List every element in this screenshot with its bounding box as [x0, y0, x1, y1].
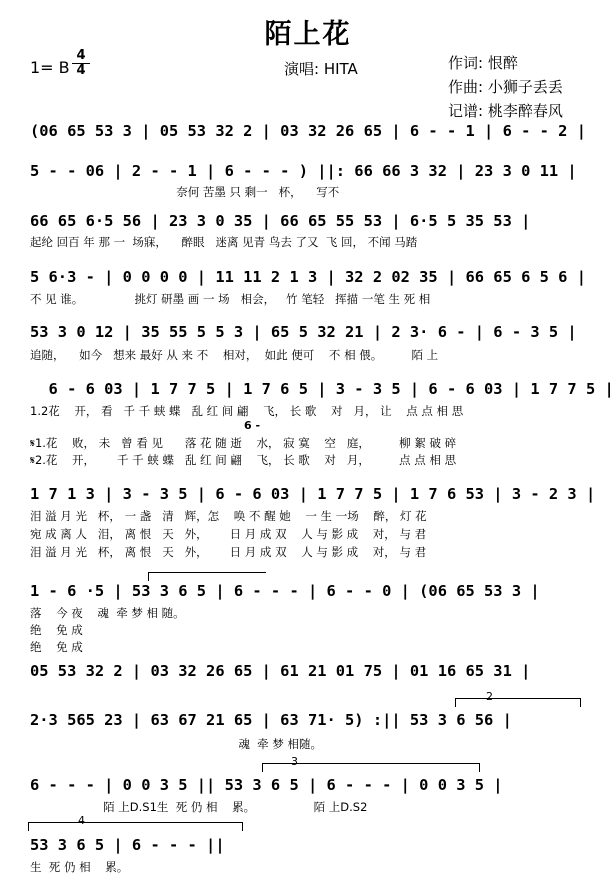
score-line-7: 1 7 1 3 | 3 - 3 5 | 6 - 6 03 | 1 7 7 5 | 1 7 6 53 | 3 - 2 3 | — [30, 485, 596, 503]
lyric-line-5: 追随， 如今 想来 最好 从 来 不 相对， 如此 便可 不 相 偎。 陌 上 — [30, 348, 439, 362]
lyric-line-7a: 泪 溢 月 光 杯， 一 盏 清 辉，怎 唤 不 醒 她 一 生 一场 醉， 灯 花 — [30, 509, 427, 523]
lyric-line-2: 奈何 苦墨 只 剩一 杯， 写不 — [30, 185, 340, 199]
score-line-3: 66 65 6·5 56 | 23 3 0 35 | 66 65 55 53 | 6·5 5 35 53 | — [30, 212, 531, 230]
volta-bracket-4 — [28, 822, 243, 831]
lyric-line-6c: 𝄋2.花 开， 千 千 蛱 蝶 乱 红 间 翩 飞， 长 歌 对 月， 点 点 相 思 — [30, 453, 457, 467]
volta-bracket-2 — [455, 698, 581, 707]
volta-2-label: 2 — [486, 690, 493, 703]
score-line-5: 53 3 0 12 | 35 55 5 5 3 | 65 5 32 21 | 2 3· 6 - | 6 - 3 5 | — [30, 323, 577, 341]
lyric-line-12: 生 死 仍 相 累。 — [30, 860, 129, 874]
score-line-2: 5 - - 06 | 2 - - 1 | 6 - - - ) ||: 66 66 3 32 | 23 3 0 11 | — [30, 162, 577, 180]
extra-note: 6 - — [244, 419, 261, 432]
lyric-line-8a: 落 今 夜 魂 牵 梦 相 随。 — [30, 606, 185, 620]
score-line-4: 5 6·3 - | 0 0 0 0 | 11 11 2 1 3 | 32 2 02 35 | 66 65 6 5 6 | — [30, 268, 586, 286]
volta-3-label: 3 — [291, 755, 298, 768]
lyric-line-6a: 1.2花 开， 看 千 千 蛱 蝶 乱 红 间 翩 飞， 长 歌 对 月， 让 点 点 相 思 — [30, 404, 464, 418]
time-signature-top: 4 — [76, 48, 86, 63]
lyric-line-6b: 𝄋1.花 败， 未 曾 看 见 落 花 随 逝 水， 寂 寞 空 庭， 柳 絮 破 碎 — [30, 436, 457, 450]
lyric-line-11: 陌 上D.S1生 死 仍 相 累。 陌 上D.S2 — [30, 800, 368, 814]
singer-credit: 演唱: HITA — [284, 60, 358, 78]
time-signature-bottom: 4 — [76, 63, 86, 78]
lyric-line-7c: 泪 溢 月 光 杯， 离 恨 天 外， 日 月 成 双 人 与 影 成 对， 与 君 — [30, 545, 427, 559]
key-signature: 1= B — [30, 58, 70, 77]
lyric-line-3: 起纶 回百 年 那 一 场寐， 醉眼 迷离 见青 鸟去 了又 飞 回， 不闻 马踏 — [30, 235, 418, 249]
score-line-9: 05 53 32 2 | 03 32 26 65 | 61 21 01 75 | 01 16 65 31 | — [30, 662, 531, 680]
score-line-1: (06 65 53 3 | 05 53 32 2 | 03 32 26 65 | 6 - - 1 | 6 - - 2 | — [30, 122, 586, 140]
volta-bracket-1 — [148, 572, 266, 581]
score-line-8: 1 - 6 ·5 | 53 3 6 5 | 6 - - - | 6 - - 0 | (06 65 53 3 | — [30, 582, 540, 600]
score-line-6: 6 - 6 03 | 1 7 7 5 | 1 7 6 5 | 3 - 3 5 | 6 - 6 03 | 1 7 7 5 | — [30, 380, 614, 398]
lyricist-credit: 作词: 恨醉 — [448, 54, 518, 72]
lyric-line-4: 不 见 谁。 挑灯 研墨 画 一 场 相会， 竹 笔轻 挥描 一笔 生 死 相 — [30, 292, 431, 306]
lyric-line-8c: 绝 免 成 — [30, 640, 83, 654]
song-title: 陌上花 — [264, 19, 352, 50]
score-line-10: 2·3 565 23 | 63 67 21 65 | 63 71· 5) :|| 53 3 6 56 | — [30, 711, 512, 729]
volta-4-label: 4 — [78, 814, 85, 827]
lyric-line-7b: 宛 成 离 人 泪， 离 恨 天 外， 日 月 成 双 人 与 影 成 对， 与 君 — [30, 527, 427, 541]
time-signature — [72, 50, 90, 77]
transcriber-credit: 记谱: 桃李醉春风 — [448, 102, 563, 120]
composer-credit: 作曲: 小狮子丢丢 — [448, 78, 563, 96]
lyric-line-8b: 绝 免 成 — [30, 623, 83, 637]
lyric-line-10: 魂 牵 梦 相随。 — [30, 737, 322, 751]
score-line-11: 6 - - - | 0 0 3 5 || 53 3 6 5 | 6 - - - | 0 0 3 5 | — [30, 776, 503, 794]
score-line-12: 53 3 6 5 | 6 - - - || — [30, 836, 225, 854]
